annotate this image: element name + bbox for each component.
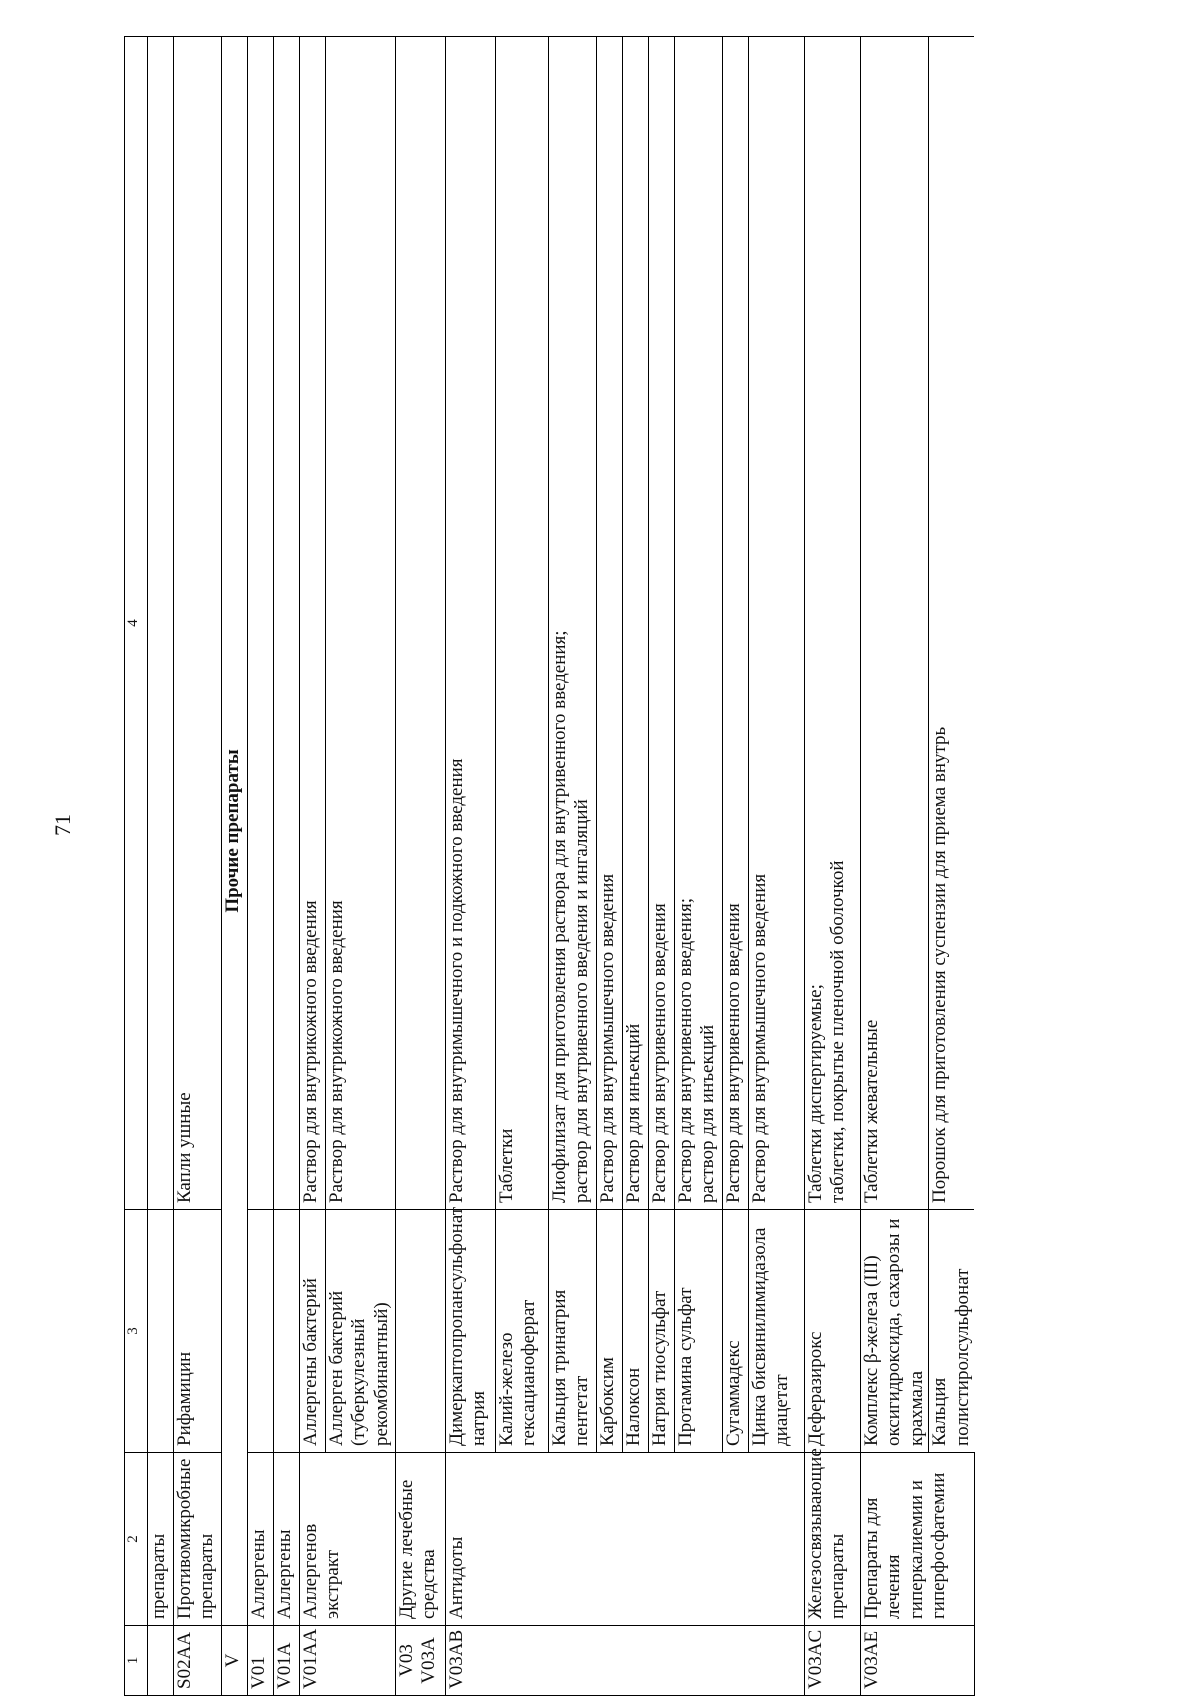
group-cell: Антидоты (446, 1453, 805, 1626)
group-cell: препараты (148, 1453, 174, 1626)
column-number-row (125, 37, 148, 1696)
drug-cell: Рифамицин (174, 1210, 222, 1453)
forms-cell: Раствор для внутрикожного введения (326, 37, 396, 1210)
group-cell: Противомикробные препараты (174, 1453, 222, 1626)
group-cell: Другие лечебные средства (396, 1453, 446, 1626)
forms-cell: Раствор для внутримышечного введения (749, 37, 805, 1210)
drug-cell (274, 1210, 300, 1453)
forms-cell: Таблетки жевательные (861, 37, 929, 1210)
code-cell: V03AB (446, 1626, 805, 1696)
code-cell: V (222, 1626, 248, 1696)
column-header-4: 4 (125, 37, 148, 1210)
group-cell: Препараты для лечения гиперкалиемии и гиперфосфатемии (861, 1453, 975, 1626)
drug-cell: Карбоксим (597, 1210, 623, 1453)
group-cell: Аллергенов экстракт (300, 1453, 396, 1626)
forms-cell: Таблетки (496, 37, 549, 1210)
section-title: Прочие препараты (222, 37, 248, 1626)
drug-table (124, 36, 975, 1696)
forms-cell: Лиофилизат для приготовления раствора для внутривенного введения; раствор для внутривенного введения и ингаляций (549, 37, 597, 1210)
table-row (300, 37, 326, 1696)
drug-cell: Деферазирокс (805, 1210, 861, 1453)
drug-cell: Аллерген бактерий (туберкулезный рекомбинантный) (326, 1210, 396, 1453)
drug-cell: Аллергены бактерий (300, 1210, 326, 1453)
group-cell: Аллергены (248, 1453, 274, 1626)
code-cell: V01A (274, 1626, 300, 1696)
code-cell (148, 1626, 174, 1696)
drug-cell (248, 1210, 274, 1453)
drug-cell: Натрия тиосульфат (649, 1210, 675, 1453)
table-row (805, 37, 861, 1696)
forms-cell: Раствор для внутривенного введения; раствор для инъекций (675, 37, 723, 1210)
forms-cell: Таблетки диспергируемые; таблетки, покрытые пленочной оболочкой (805, 37, 861, 1210)
forms-cell: Раствор для внутрикожного введения (300, 37, 326, 1210)
table-row (174, 37, 222, 1696)
column-header-2: 2 (125, 1453, 148, 1626)
drug-cell (396, 1210, 446, 1453)
drug-cell (148, 1210, 174, 1453)
code-cell: V03AE (861, 1626, 975, 1696)
drug-cell: Налоксон (623, 1210, 649, 1453)
table-row (675, 37, 723, 1696)
code-cell: V03AC (805, 1626, 861, 1696)
drug-cell: Димеркаптопропансульфонат натрия (446, 1210, 496, 1453)
code-cell: V01AA (300, 1626, 396, 1696)
drug-cell: Комплекс β-железа (III) оксигидроксида, сахарозы и крахмала (861, 1210, 929, 1453)
drug-cell: Цинка бисвинилимидазола диацетат (749, 1210, 805, 1453)
drug-cell: Сугаммадекс (723, 1210, 749, 1453)
forms-cell (248, 37, 274, 1210)
table-row (861, 37, 929, 1696)
table-row (148, 37, 174, 1696)
table-row (723, 37, 749, 1696)
drug-cell: Калий-железо гексацианоферрат (496, 1210, 549, 1453)
code-cell: V01 (248, 1626, 274, 1696)
table-row (326, 37, 396, 1696)
forms-cell: Порошок для приготовления суспензии для приема внутрь (929, 37, 974, 1210)
drug-cell: Кальция тринатрия пентетат (549, 1210, 597, 1453)
forms-cell (148, 37, 174, 1210)
group-cell: Аллергены (274, 1453, 300, 1626)
code-cell: V03 V03A (396, 1626, 446, 1696)
column-header-3: 3 (125, 1210, 148, 1453)
forms-cell (396, 37, 446, 1210)
group-cell: Железосвязывающие препараты (805, 1453, 861, 1626)
drug-cell: Протамина сульфат (675, 1210, 723, 1453)
table-row (549, 37, 597, 1696)
table-row (597, 37, 623, 1696)
table-row (248, 37, 274, 1696)
table-row (649, 37, 675, 1696)
forms-cell: Раствор для внутримышечного введения (597, 37, 623, 1210)
table-row (496, 37, 549, 1696)
table-row (623, 37, 649, 1696)
forms-cell: Раствор для инъекций (623, 37, 649, 1210)
forms-cell (274, 37, 300, 1210)
table-row (929, 37, 974, 1696)
drug-cell: Кальция полистиролсульфонат (929, 1210, 974, 1453)
table-row (749, 37, 805, 1696)
page-number: 71 (50, 814, 75, 836)
rotated-table-sheet (124, 36, 1080, 1696)
column-header-1: 1 (125, 1626, 148, 1696)
forms-cell: Раствор для внутривенного введения (723, 37, 749, 1210)
forms-cell: Раствор для внутривенного введения (649, 37, 675, 1210)
forms-cell: Капли ушные (174, 37, 222, 1210)
table-row (396, 37, 446, 1696)
section-row (222, 37, 248, 1696)
code-cell: S02AA (174, 1626, 222, 1696)
table-row (446, 37, 496, 1696)
table-row (274, 37, 300, 1696)
forms-cell: Раствор для внутримышечного и подкожного введения (446, 37, 496, 1210)
